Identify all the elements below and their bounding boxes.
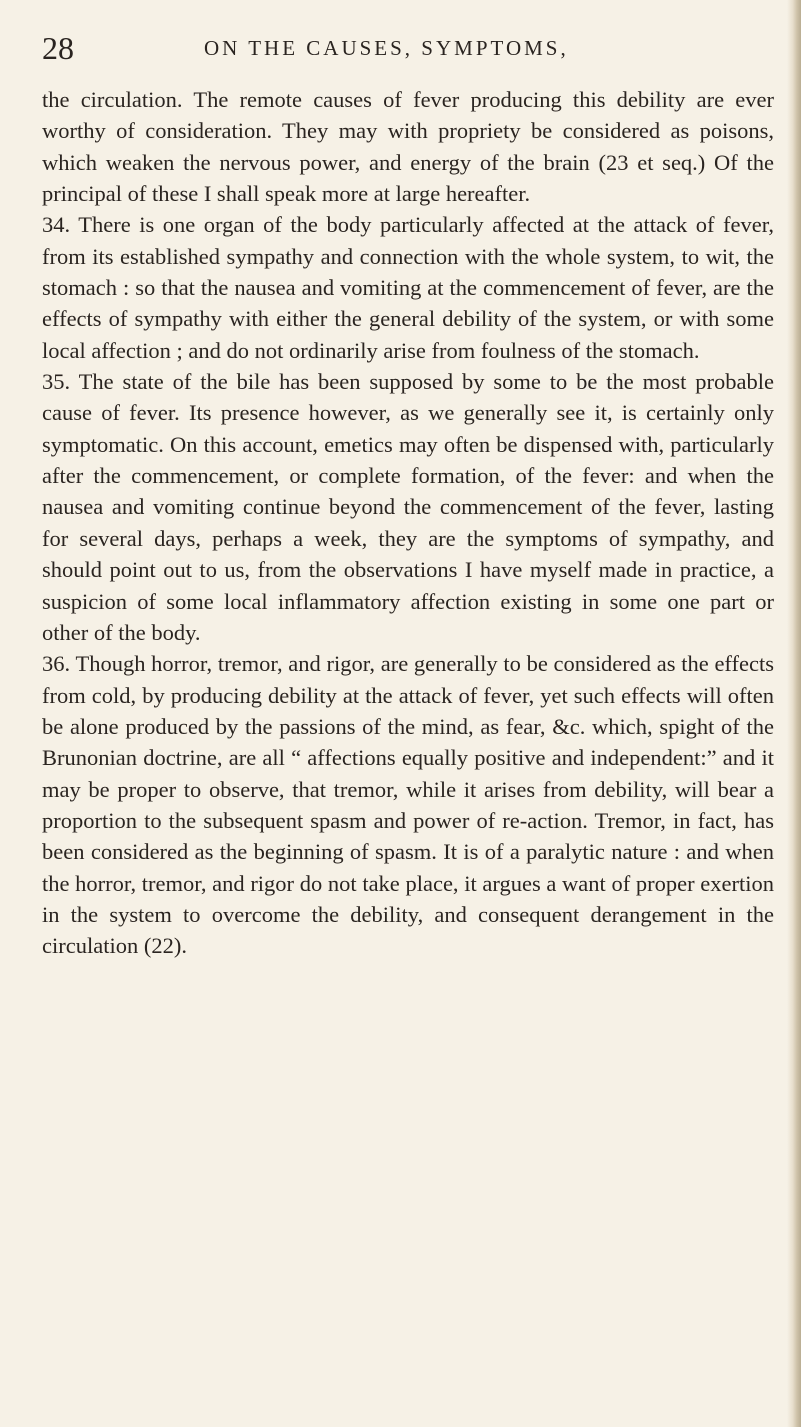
body-text [42, 84, 774, 962]
page-header [42, 28, 762, 68]
paragraph-text: the circulation. The remote causes of fever producing this debility are ever worthy of consideration. They may with propriety be considered as poisons, which weaken the nervous power, and energy of the brain (23 et seq.) Of the principal of these I shall speak more at large hereafter. [42, 87, 774, 207]
paragraph-text: The state of the bile has been supposed by some to be the most probable cause of fever. Its presence however, as we generally see it, is certainly only symptomatic. On this account, emetics may often be dispensed with, particularly after the commencement, or complete formation, of the fever: and when the nausea and vomiting continue beyond the commencement of the fever, lasting for several days, perhaps a week, they are the symptoms of sympathy, and should point out to us, from the observations I have myself made in practice, a suspicion of some local inflammatory affection existing in some one part or other of the body. [42, 369, 775, 645]
paragraph-number: 36. [42, 651, 71, 677]
paragraph-continuation [42, 84, 774, 209]
paragraph-number: 35. [42, 369, 71, 395]
paragraph-35 [42, 366, 774, 648]
paragraph-number: 34. [42, 212, 71, 238]
running-head: ON THE CAUSES, SYMPTOMS, [204, 36, 569, 60]
paragraph-text: Though horror, tremor, and rigor, are generally to be considered as the effects from cold, by producing debility at the attack of fever, yet such effects will often be alone produced by the passions of the mind, as fear, &c. which, spight of the Brunonian doctrine, are all “ affections equally positive and independent:” and it may be proper to observe, that tremor, while it arises from debility, will bear a proportion to the subsequent spasm and power of re-action. Tremor, in fact, has been considered as the beginning of spasm. It is of a paralytic nature : and when the horror, tremor, and rigor do not take place, it argues a want of proper exertion in the system to overcome the debility, and consequent derangement in the circulation (22). [42, 651, 774, 959]
page-number: 28 [42, 30, 74, 66]
page-edge-shadow [787, 0, 801, 1427]
paragraph-36 [42, 648, 774, 961]
paragraph-text: There is one organ of the body particularly affected at the attack of fever, from its established sympathy and connection with the whole system, to wit, the stomach : so that the nausea and vomiting at the commencement of fever, are the effects of sympathy with either the general debility of the system, or with some local affection ; and do not ordinarily arise from foulness of the stomach. [42, 212, 774, 363]
paragraph-34 [42, 209, 774, 366]
